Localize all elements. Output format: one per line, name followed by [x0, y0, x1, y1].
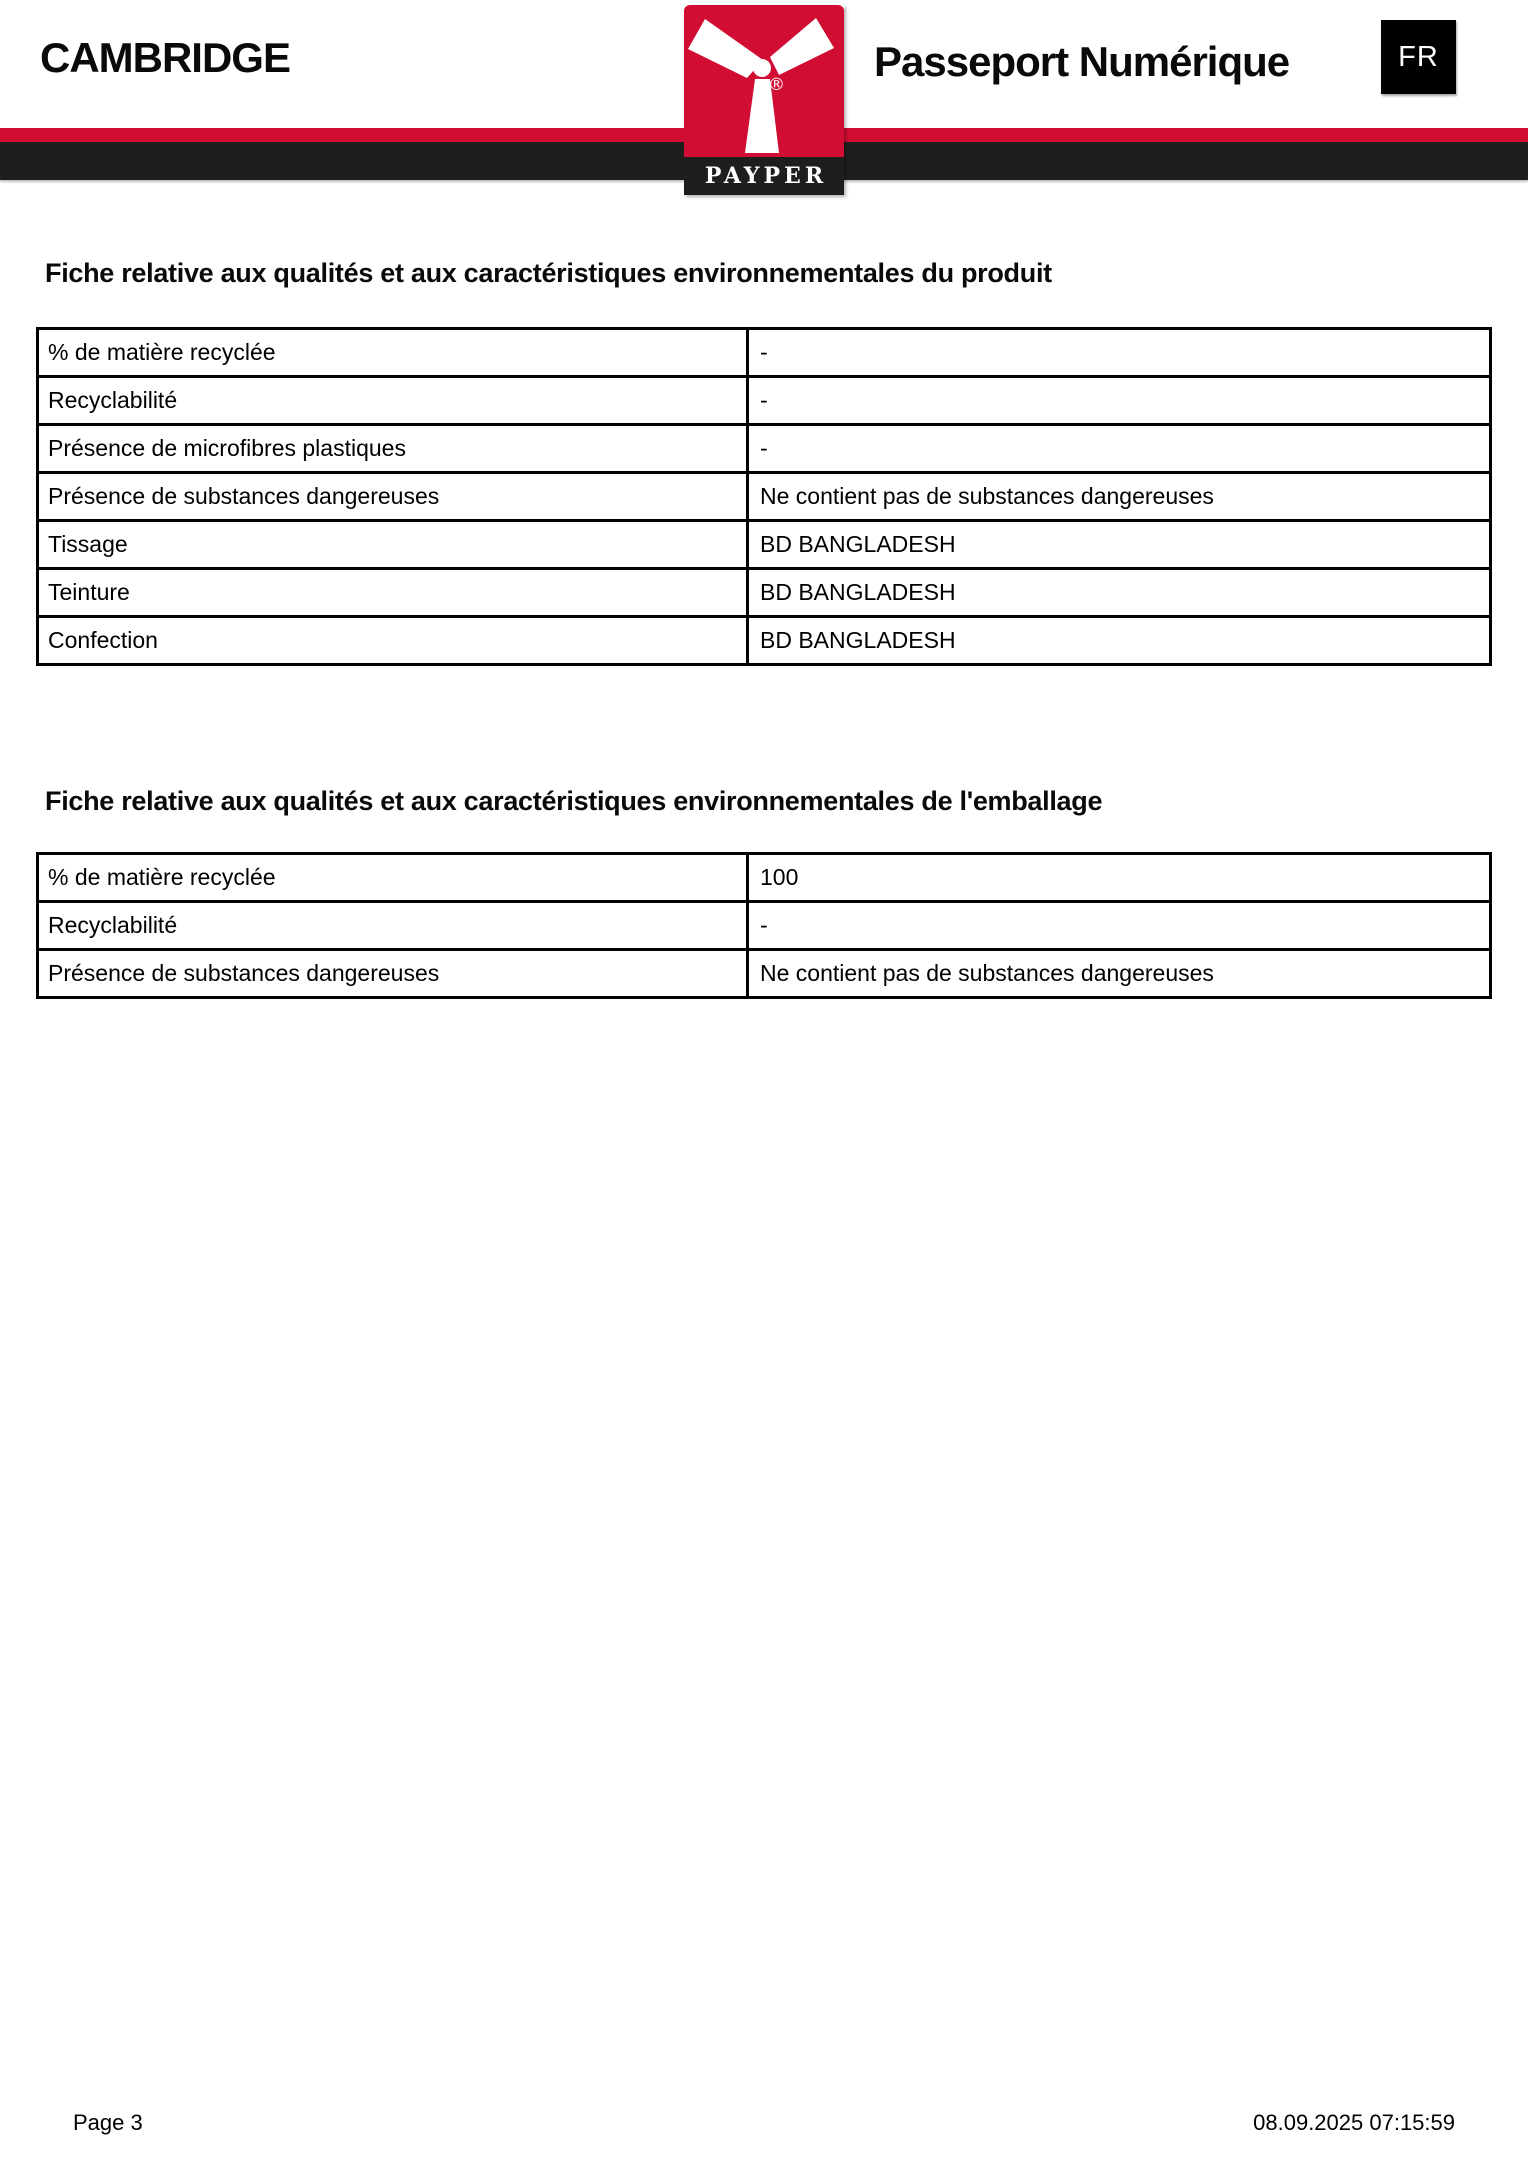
product-spec-table	[36, 327, 1492, 666]
row-value: -	[748, 425, 1491, 473]
row-label: Confection	[38, 617, 748, 665]
windmill-icon	[684, 5, 844, 157]
svg-text:®: ®	[768, 75, 785, 95]
row-value: Ne contient pas de substances dangereuses	[748, 950, 1491, 998]
row-label: % de matière recyclée	[38, 329, 748, 377]
section-heading-packaging: Fiche relative aux qualités et aux caractéristiques environnementales de l'emballage	[45, 786, 1103, 816]
table-row	[38, 425, 1491, 473]
table-row	[38, 950, 1491, 998]
table-row	[38, 473, 1491, 521]
footer-timestamp: 08.09.2025 07:15:59	[1253, 2110, 1455, 2135]
logo-wordmark: PAYPER	[704, 163, 828, 189]
table-row	[38, 617, 1491, 665]
row-label: Recyclabilité	[38, 377, 748, 425]
table-row	[38, 902, 1491, 950]
row-label: Teinture	[38, 569, 748, 617]
row-label: Présence de microfibres plastiques	[38, 425, 748, 473]
row-label: Présence de substances dangereuses	[38, 473, 748, 521]
row-value: -	[748, 902, 1491, 950]
row-value: BD BANGLADESH	[748, 569, 1491, 617]
row-value: -	[748, 329, 1491, 377]
product-name: CAMBRIDGE	[40, 34, 290, 81]
table-row	[38, 521, 1491, 569]
page-title: Passeport Numérique	[874, 38, 1290, 85]
language-badge-label: FR	[1398, 40, 1439, 73]
section-heading-product: Fiche relative aux qualités et aux caractéristiques environnementales du produit	[45, 258, 1052, 288]
row-label: Présence de substances dangereuses	[38, 950, 748, 998]
table-row	[38, 377, 1491, 425]
language-badge	[1381, 20, 1456, 94]
table-row	[38, 329, 1491, 377]
row-label: Tissage	[38, 521, 748, 569]
table-row	[38, 569, 1491, 617]
row-value: BD BANGLADESH	[748, 617, 1491, 665]
page-number: Page 3	[73, 2110, 143, 2135]
row-value: Ne contient pas de substances dangereuses	[748, 473, 1491, 521]
row-value: 100	[748, 854, 1491, 902]
row-value: BD BANGLADESH	[748, 521, 1491, 569]
row-label: % de matière recyclée	[38, 854, 748, 902]
row-value: -	[748, 377, 1491, 425]
logo-wordmark-strip	[684, 157, 844, 195]
payper-logo	[684, 5, 844, 195]
table-row	[38, 854, 1491, 902]
packaging-spec-table	[36, 852, 1492, 999]
row-label: Recyclabilité	[38, 902, 748, 950]
